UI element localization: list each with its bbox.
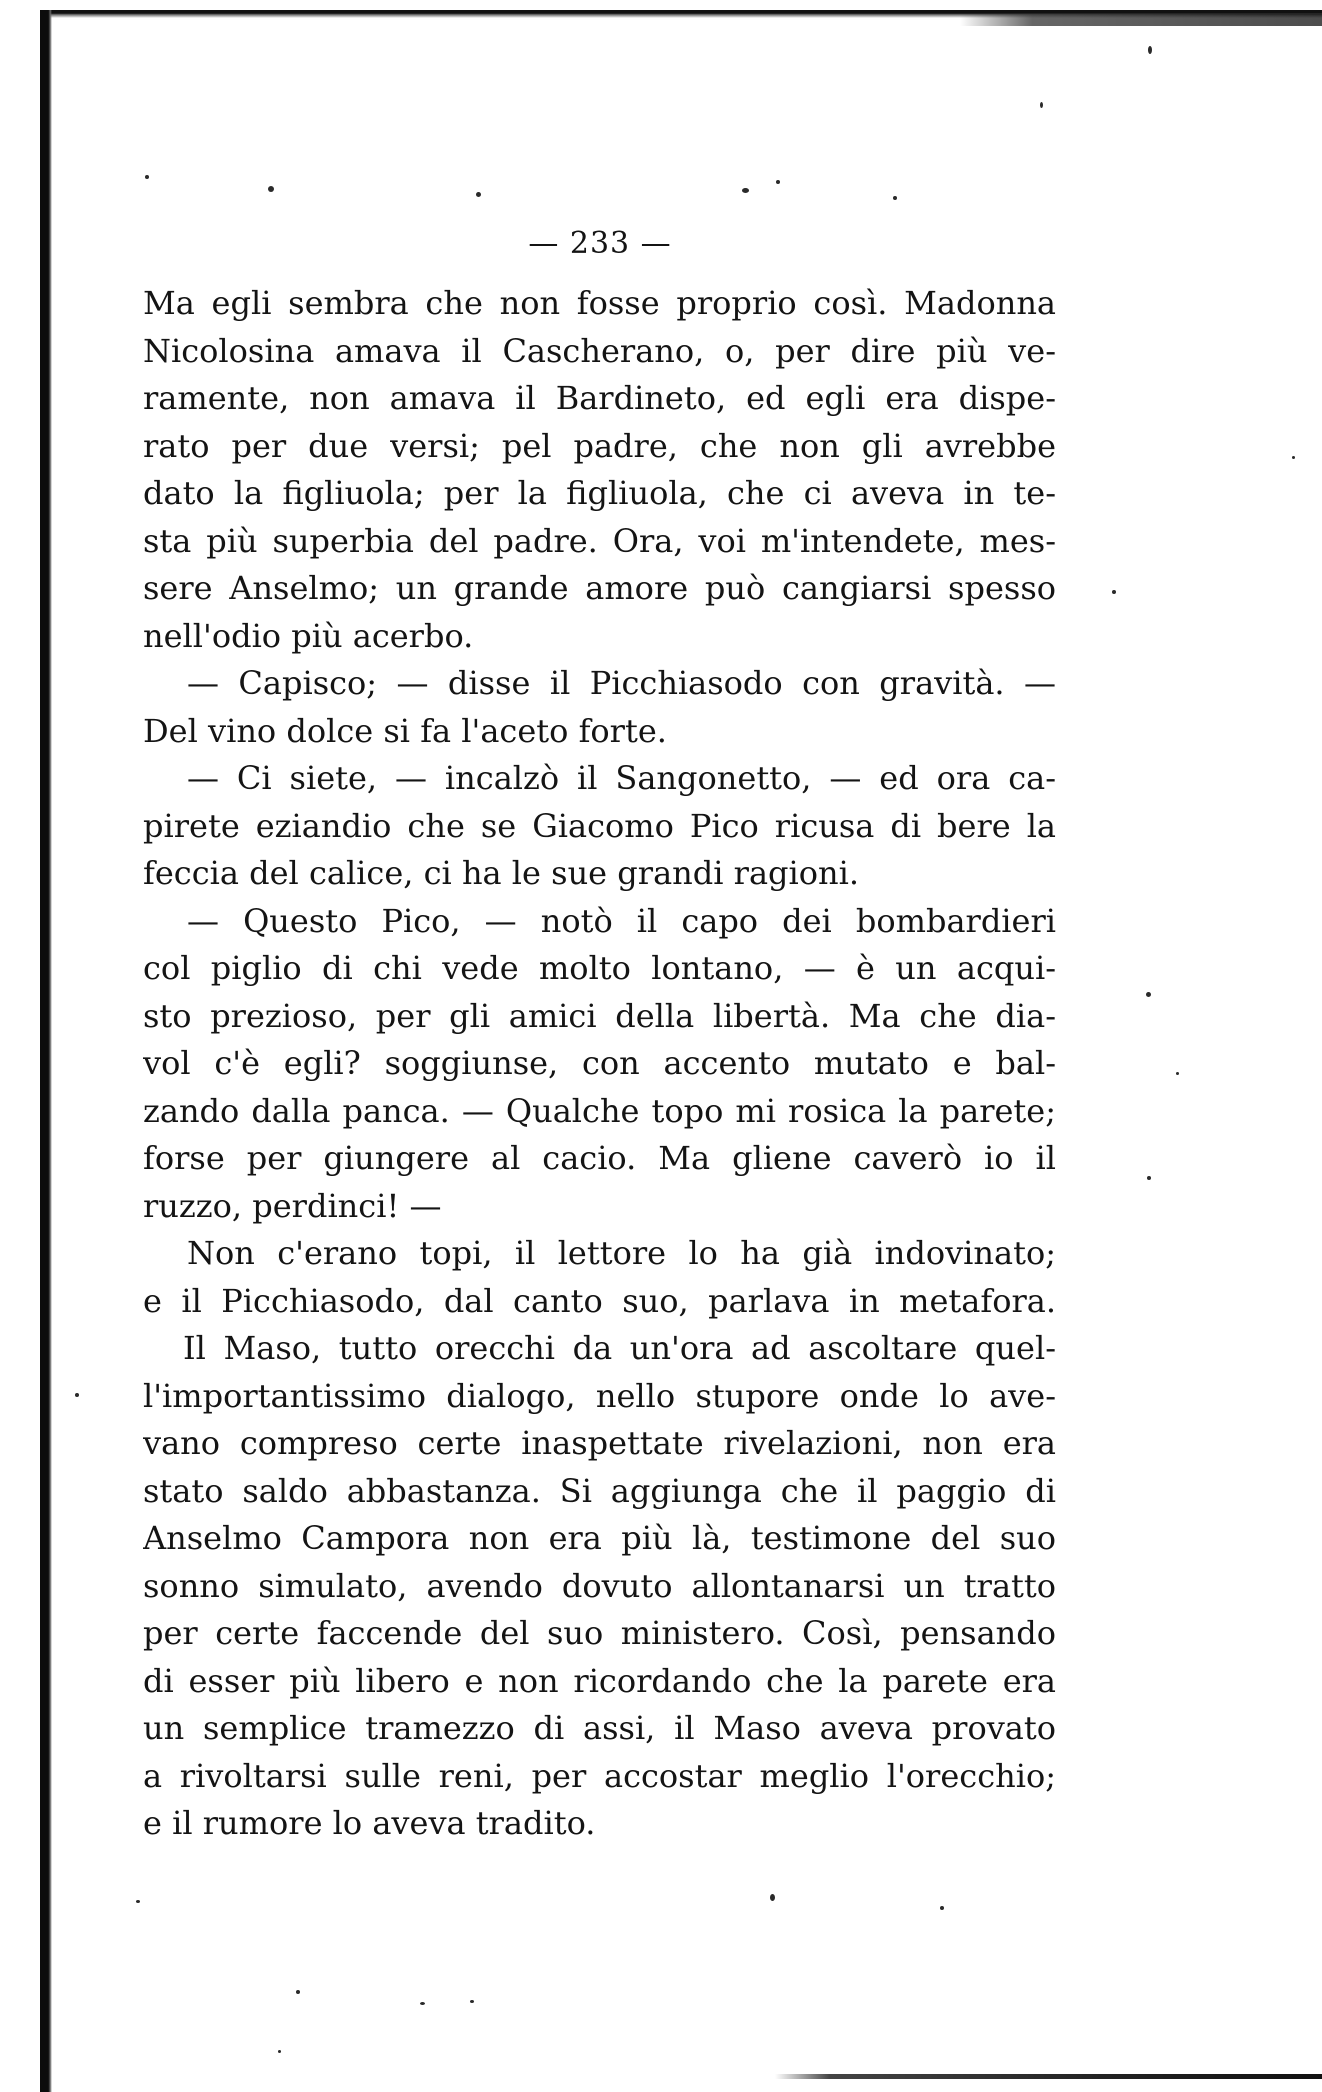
text-line: per certe faccende del suo ministero. Così, pensando [143, 1614, 1056, 1652]
text-line: sta più superbia del padre. Ora, voi m'intendete, mes- [143, 521, 1056, 560]
page-number: — 233 — [528, 226, 672, 261]
text-line: ramente, non amava il Bardineto, ed egli era dispe- [143, 379, 1056, 417]
text-line: zando dalla panca. — Qualche topo mi rosica la parete; [143, 1091, 1056, 1130]
body-text [143, 280, 1056, 1848]
text-line: ruzzo, perdinci! — [143, 1186, 442, 1225]
text-line: feccia del calice, ci ha le sue grandi ragioni. [143, 854, 860, 892]
text-line: rato per due versi; pel padre, che non gli avrebbe [143, 426, 1056, 465]
text-line: vano compreso certe inaspettate rivelazioni, non era [143, 1424, 1056, 1462]
text-line: col piglio di chi vede molto lontano, — è un acqui- [143, 949, 1056, 987]
text-line: Ma egli sembra che non fosse proprio così. Madonna [143, 284, 1056, 322]
text-line: di esser più libero e non ricordando che la parete era [143, 1661, 1056, 1700]
text-line: Il Maso, tutto orecchi da un'ora ad ascoltare quel- [183, 1329, 1056, 1367]
text-line: — Questo Pico, — notò il capo dei bombardieri [187, 901, 1056, 940]
text-line: un semplice tramezzo di assi, il Maso aveva provato [143, 1709, 1056, 1747]
text-line: Anselmo Campora non era più là, testimone del suo [143, 1519, 1056, 1557]
text-line: e il rumore lo aveva tradito. [143, 1804, 596, 1842]
text-line: e il Picchiasodo, dal canto suo, parlava in metafora. [143, 1281, 1056, 1320]
text-line: Nicolosina amava il Cascherano, o, per dire più ve- [143, 331, 1056, 370]
text-line: sto prezioso, per gli amici della libertà. Ma che dia- [143, 996, 1056, 1035]
text-line: forse per giungere al cacio. Ma gliene caverò io il [143, 1139, 1056, 1177]
text-line: — Ci siete, — incalzò il Sangonetto, — ed ora ca- [187, 759, 1056, 797]
text-line: dato la figliuola; per la figliuola, che ci aveva in te- [143, 474, 1056, 512]
text-line: — Capisco; — disse il Picchiasodo con gravità. — [187, 664, 1056, 702]
text-line: sonno simulato, avendo dovuto allontanarsi un tratto [143, 1566, 1056, 1605]
text-line: vol c'è egli? soggiunse, con accento mutato e bal- [143, 1044, 1056, 1082]
text-line: sere Anselmo; un grande amore può cangiarsi spesso [143, 569, 1056, 607]
text-line: stato saldo abbastanza. Si aggiunga che il paggio di [143, 1471, 1056, 1510]
scan-bottom-rule [775, 2074, 1322, 2079]
text-line: a rivoltarsi sulle reni, per accostar meglio l'orecchio; [143, 1756, 1056, 1795]
text-line: Non c'erano topi, il lettore lo ha già indovinato; [187, 1234, 1056, 1272]
scan-top-border-shadow [960, 14, 1322, 26]
text-line: Del vino dolce si fa l'aceto forte. [143, 711, 667, 750]
scan-left-border [40, 10, 52, 2092]
text-line: pirete eziandio che se Giacomo Pico ricusa di bere la [143, 806, 1056, 845]
text-line: l'importantissimo dialogo, nello stupore onde lo ave- [143, 1376, 1056, 1415]
text-line: nell'odio più acerbo. [143, 616, 474, 655]
